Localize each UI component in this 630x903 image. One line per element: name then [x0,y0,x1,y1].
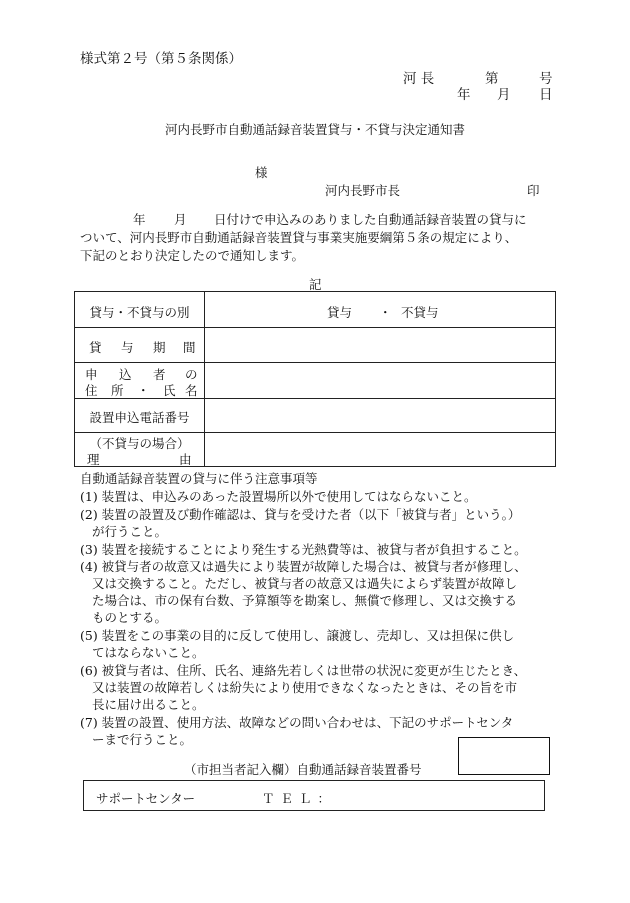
option-separator: ・ [379,305,392,320]
note-item-continued: ものとする。 [92,610,168,625]
label-cell [75,363,205,398]
support-tel-label: ＴＥＬ： [262,791,337,806]
seal-mark: 印 [527,183,540,198]
body-month: 月 [174,212,187,227]
note-item: (6) 被貸与者は、住所、氏名、連絡先若しくは世帯の状況に変更が生じたとき、 [80,663,527,678]
applicant-label-char: 込 [119,367,132,382]
value-cell [205,328,555,362]
applicant-label-char: 者 [153,367,166,382]
table-row-decision [75,292,555,328]
applicant-label-char: の [185,367,198,382]
reference-prefix: 河 長 [403,71,435,87]
applicant-label-char: 住 [85,383,98,398]
note-item: (3) 装置を接続することにより発生する光熱費等は、被貸与者が負担すること。 [80,542,527,557]
period-label [85,338,194,354]
note-item-continued: 又は交換すること。ただし、被貸与者の故意又は過失によらず装置が故障し [92,576,518,591]
device-number-box[interactable] [458,737,550,775]
label-cell [75,399,205,432]
value-cell [205,363,555,398]
support-center-box [83,780,545,811]
reason-label-line1: （不貸与の場合） [89,436,190,451]
period-label-char: 貸 [89,340,102,355]
staff-entry-label: （市担当者記入欄）自動通話録音装置番号 [184,762,422,777]
date-year: 年 [457,87,471,103]
value-cell [205,433,555,467]
label-cell [75,292,205,327]
note-item-continued: が行うこと。 [92,524,168,539]
date-month: 月 [497,87,511,103]
value-cell [205,292,555,327]
note-item-continued: ーまで行うこと。 [92,732,193,747]
support-center-label: サポートセンター [96,791,196,806]
body-line2: ついて、河内長野市自動通話録音装置貸与事業実施要綱第５条の規定により、 [80,230,518,245]
applicant-label-char: 氏 [163,383,176,398]
note-item: (5) 装置をこの事業の目的に反して使用し、譲渡し、売却し、又は担保に供し [80,628,515,643]
note-item-continued: 又は装置の故障若しくは紛失により使用できなくなったときは、その旨を市 [92,680,518,695]
note-item-continued: 長に届け出ること。 [92,697,205,712]
applicant-label-line1 [85,365,198,382]
note-item-continued: た場合は、市の保有台数、予算額等を勘案し、無償で修理し、又は交換する [92,593,518,608]
body-line1: 日付けで申込みのありました自動通話録音装置の貸与に [214,212,527,227]
applicant-label-line2 [85,381,198,398]
note-item: (4) 被貸与者の故意又は過失により装置が故障した場合は、被貸与者が修理し、 [80,559,527,574]
applicant-label-char: 所 [111,383,124,398]
document-title: 河内長野市自動通話録音装置貸与・不貸与決定通知書 [164,122,465,137]
reference-dai: 第 [485,71,499,87]
label-cell [75,433,205,467]
applicant-label-char: ・ [137,383,150,398]
reason-label-char: 理 [87,452,100,467]
body-line3: 下記のとおり決定したので通知します。 [80,248,305,263]
period-label-char: 期 [153,340,166,355]
issuer-name: 河内長野市長 [325,183,401,198]
note-item: (7) 装置の設置、使用方法、故障などの問い合わせは、下記のサポートセンタ [80,715,514,730]
notes-heading: 自動通話録音装置の貸与に伴う注意事項等 [80,471,318,486]
table-row-phone [75,399,555,433]
date-day: 日 [539,87,553,103]
period-label-char: 間 [183,340,196,355]
period-label-char: 与 [121,340,134,355]
note-item: (2) 装置の設置及び動作確認は、貸与を受けた者（以下「被貸与者」という。） [80,507,521,522]
option-not-lend: 不貸与 [401,305,439,320]
label-cell [75,328,205,362]
addressee-suffix: 様 [255,165,268,180]
option-lend: 貸与 [327,305,353,320]
table-row-period [75,328,555,363]
applicant-label-char: 名 [185,383,198,398]
phone-label: 設置申込電話番号 [89,410,190,425]
reference-go: 号 [539,71,553,87]
applicant-label-char: 申 [85,367,98,382]
decision-table [74,291,556,467]
table-row-applicant [75,363,555,399]
value-cell [205,399,555,432]
note-item: (1) 装置は、申込みのあった設置場所以外で使用してはならないこと。 [80,489,477,504]
body-year: 年 [133,212,146,227]
ki-heading: 記 [309,277,322,292]
reason-label-char: 由 [179,452,192,467]
decision-label: 貸与・不貸与の別 [89,305,190,320]
note-item-continued: てはならないこと。 [92,645,205,660]
form-number: 様式第２号（第５条関係） [80,51,242,67]
table-row-reason [75,433,555,467]
